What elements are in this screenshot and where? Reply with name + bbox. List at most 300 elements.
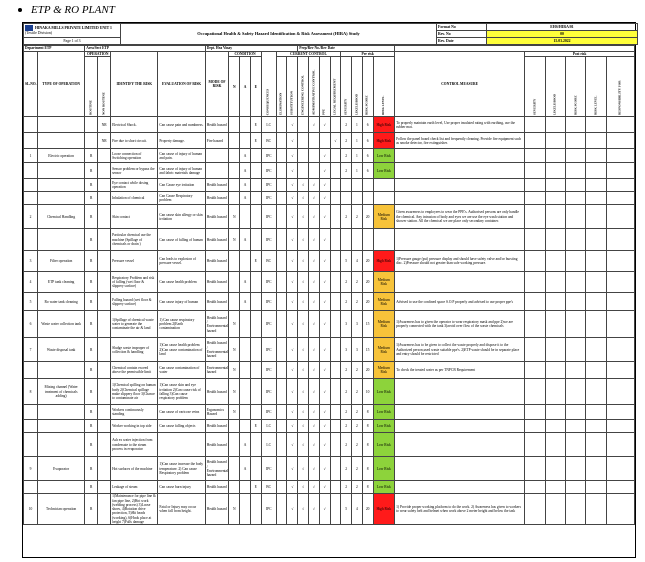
cell-elim xyxy=(276,251,287,272)
post-risk-cell xyxy=(566,494,586,525)
cell-nr xyxy=(98,179,111,192)
cell-cm xyxy=(395,179,525,192)
cell-score: 20 xyxy=(362,272,373,293)
cell-level: Low Risk xyxy=(373,163,395,179)
cell-elim xyxy=(276,433,287,457)
cell-leg xyxy=(330,494,341,525)
cell-a xyxy=(240,133,251,149)
cell-cons: IPC xyxy=(261,229,276,251)
table-row xyxy=(24,379,635,405)
cell-e xyxy=(250,338,261,362)
cell-sl xyxy=(24,405,38,420)
post-risk-cell xyxy=(606,272,634,293)
bullet-icon xyxy=(18,8,22,12)
cell-op xyxy=(37,481,84,494)
cell-r: R xyxy=(85,163,98,179)
post-risk-cell xyxy=(606,433,634,457)
cell-level: Medium Risk xyxy=(373,272,395,293)
cell-sub: √ xyxy=(287,163,298,179)
cell-score: 20 xyxy=(362,494,373,525)
cell-sl: 4 xyxy=(24,272,38,293)
cell-r: R xyxy=(85,179,98,192)
table-row xyxy=(24,481,635,494)
cell-cons: IPC xyxy=(261,405,276,420)
cell-adm: √ xyxy=(309,205,320,229)
cell-ppe: √ xyxy=(319,433,330,457)
cell-hz: 1)Spillage of chemical waste water to generate the contaminate the air & land xyxy=(111,311,158,338)
table-body xyxy=(24,117,635,525)
cell-elim xyxy=(276,205,287,229)
page-number: Page 1 of 3 xyxy=(24,38,121,45)
col-post-severity: SEVERITY xyxy=(525,57,545,117)
col-control-measure: CONTROL MEASURE xyxy=(395,52,525,117)
cell-lik xyxy=(352,179,363,192)
cell-cons: IPC xyxy=(261,149,276,163)
cell-mode: Health hazard xyxy=(205,494,229,525)
post-risk-cell xyxy=(525,149,545,163)
cell-nr xyxy=(98,481,111,494)
post-risk-cell xyxy=(586,338,606,362)
cell-sev: 2 xyxy=(341,362,352,379)
cell-nr: NR xyxy=(98,117,111,133)
cell-op: Electric operation xyxy=(37,149,84,163)
cell-a: A xyxy=(240,433,251,457)
cell-r: R xyxy=(85,293,98,311)
cell-lik: 1 xyxy=(352,149,363,163)
post-risk-cell xyxy=(525,117,545,133)
col-responsibility: RESPONSIBILITY FOR xyxy=(606,57,634,117)
cell-lik xyxy=(352,192,363,205)
cell-sev xyxy=(341,179,352,192)
post-risk-cell xyxy=(545,481,565,494)
cell-n: N xyxy=(229,338,240,362)
cell-mode: Health hazard xyxy=(205,229,229,251)
cell-score: 8 xyxy=(362,420,373,433)
cell-cm xyxy=(395,272,525,293)
cell-sub: √ xyxy=(287,117,298,133)
cell-hz: Falling hazard (wet floor & slippery surface) xyxy=(111,293,158,311)
cell-lik: 1 xyxy=(352,163,363,179)
cell-r: R xyxy=(85,420,98,433)
cell-op xyxy=(37,117,84,133)
cell-adm: √ xyxy=(309,192,320,205)
cell-adm: √ xyxy=(309,405,320,420)
cell-sub: √ xyxy=(287,405,298,420)
col-substitution: SUBSTITUTION xyxy=(287,57,298,117)
cell-a: A xyxy=(240,457,251,481)
col-evaluation: EVALUATION OF RISK xyxy=(158,52,205,117)
col-consequence: CONSEQUENCES xyxy=(261,52,276,117)
cell-e xyxy=(250,272,261,293)
cell-op: ETP tank cleaning xyxy=(37,272,84,293)
cell-leg xyxy=(330,229,341,251)
cell-cm xyxy=(395,457,525,481)
col-risk-score: RISK SCORE xyxy=(362,57,373,117)
cell-sl xyxy=(24,481,38,494)
cell-nr: NR xyxy=(98,133,111,149)
page-title xyxy=(18,4,115,16)
post-risk-cell xyxy=(586,251,606,272)
cell-e: E xyxy=(250,420,261,433)
cell-ev: Property damage. xyxy=(158,133,205,149)
cell-adm: √ xyxy=(309,229,320,251)
format-value: EHS/HIRA/01 xyxy=(487,24,638,31)
cell-nr xyxy=(98,362,111,379)
cell-sev: 2 xyxy=(341,163,352,179)
cell-mode: Health hazard xyxy=(205,117,229,133)
cell-eng: √ xyxy=(298,229,309,251)
cell-nr xyxy=(98,229,111,251)
cell-adm xyxy=(309,163,320,179)
cell-sl xyxy=(24,192,38,205)
table-row xyxy=(24,179,635,192)
rev-value: 00 xyxy=(487,31,638,38)
cell-ev: Can cause health problem xyxy=(158,272,205,293)
table-row xyxy=(24,494,635,525)
cell-hz: 1)Chemical spilling on human body 2)Chemical spillage make slippery floor 3)Chance to contaminate air xyxy=(111,379,158,405)
cell-hz: Hot surfaces of the machine xyxy=(111,457,158,481)
post-risk-cell xyxy=(566,457,586,481)
post-risk-cell xyxy=(586,362,606,379)
cell-sev: 2 xyxy=(341,433,352,457)
cell-mode: Fire hazard xyxy=(205,133,229,149)
post-risk-cell xyxy=(606,481,634,494)
post-risk-cell xyxy=(566,179,586,192)
cell-lik xyxy=(352,229,363,251)
cell-op xyxy=(37,192,84,205)
cell-e: E xyxy=(250,117,261,133)
cell-leg: √ xyxy=(330,133,341,149)
cell-a xyxy=(240,481,251,494)
cell-leg xyxy=(330,420,341,433)
cell-cons: LC xyxy=(261,420,276,433)
post-risk-cell xyxy=(566,433,586,457)
cell-n: N xyxy=(229,229,240,251)
post-risk-cell xyxy=(606,379,634,405)
cell-cm: Given awareness to employees to wear the PPE's. Authorised persons are only handle the chemical. Any intrusion of body and eyes we are use the eye wash station and shower station. All the chemical we are place only secondary container. xyxy=(395,205,525,229)
cell-r: R xyxy=(85,311,98,338)
cell-cons: BC xyxy=(261,133,276,149)
post-risk-cell xyxy=(606,163,634,179)
cell-lik: 4 xyxy=(352,251,363,272)
cell-level: Medium Risk xyxy=(373,311,395,338)
cell-ppe: √ xyxy=(319,192,330,205)
cell-ppe: √ xyxy=(319,205,330,229)
cell-lik: 2 xyxy=(352,205,363,229)
post-risk-cell xyxy=(545,205,565,229)
cell-cm xyxy=(395,379,525,405)
cell-sl: 6 xyxy=(24,311,38,338)
cell-leg xyxy=(330,179,341,192)
cell-adm: √ xyxy=(309,481,320,494)
cell-leg xyxy=(330,362,341,379)
table-row xyxy=(24,272,635,293)
cell-e: E xyxy=(250,133,261,149)
cell-nr xyxy=(98,293,111,311)
cell-n xyxy=(229,149,240,163)
rev-label: Rev. No xyxy=(437,31,487,38)
table-row xyxy=(24,205,635,229)
cell-adm: √ xyxy=(309,420,320,433)
cell-sl: 3 xyxy=(24,251,38,272)
cell-hz: Fire due to short circuit. xyxy=(111,133,158,149)
cell-r: R xyxy=(85,362,98,379)
cell-op: Evaporator xyxy=(37,457,84,481)
cell-cons: LC xyxy=(261,117,276,133)
cell-eng: √ xyxy=(298,420,309,433)
cell-eng: √ xyxy=(298,379,309,405)
cell-op: Waste disposal tank xyxy=(37,338,84,362)
cell-sub: √ xyxy=(287,205,298,229)
cell-lik: 3 xyxy=(352,311,363,338)
cell-score: 20 xyxy=(362,205,373,229)
cell-hz: Chemical contain exceed above the permissible limit xyxy=(111,362,158,379)
cell-hz: Respiratory Problem and risk of falling (wet floor & slippery surface) xyxy=(111,272,158,293)
cell-ev: Can cause of falling of human xyxy=(158,229,205,251)
cell-eng: √ xyxy=(298,338,309,362)
cell-elim xyxy=(276,133,287,149)
cell-nr xyxy=(98,149,111,163)
post-risk-cell xyxy=(606,293,634,311)
cell-op: Filter operation xyxy=(37,251,84,272)
cell-sl: 10 xyxy=(24,494,38,525)
cell-score: 15 xyxy=(362,338,373,362)
post-risk-cell xyxy=(566,117,586,133)
cell-elim xyxy=(276,163,287,179)
cell-ev: Can cause falling objects xyxy=(158,420,205,433)
post-risk-cell xyxy=(606,338,634,362)
cell-a: A xyxy=(240,163,251,179)
cell-r: R xyxy=(85,338,98,362)
cell-sl xyxy=(24,362,38,379)
cell-elim xyxy=(276,311,287,338)
table-row xyxy=(24,251,635,272)
cell-ev: Can cause of injury of human and fabric materials damage xyxy=(158,163,205,179)
cell-ppe: √ xyxy=(319,272,330,293)
cell-lik: 2 xyxy=(352,362,363,379)
cell-score: 6 xyxy=(362,133,373,149)
post-risk-cell xyxy=(566,163,586,179)
post-risk-cell xyxy=(586,420,606,433)
area: Area/Sect ETP xyxy=(85,46,205,52)
cell-sl: 9 xyxy=(24,457,38,481)
cell-sub: √ xyxy=(287,338,298,362)
cell-elim xyxy=(276,362,287,379)
cell-adm: √ xyxy=(309,457,320,481)
cell-ppe: √ xyxy=(319,457,330,481)
cell-n: N xyxy=(229,311,240,338)
cell-cm xyxy=(395,192,525,205)
col-likelihood: LIKELIHOOD xyxy=(352,57,363,117)
cell-a: A xyxy=(240,293,251,311)
post-risk-cell xyxy=(566,405,586,420)
cell-score: 6 xyxy=(362,163,373,179)
post-risk-cell xyxy=(606,457,634,481)
cell-sev: 3 xyxy=(341,338,352,362)
col-admin: ADMINISTRATIVE CONTROL xyxy=(309,57,320,117)
cell-sev xyxy=(341,192,352,205)
cell-hz: Inhalation of chemical xyxy=(111,192,158,205)
table-row xyxy=(24,229,635,251)
col-n: N xyxy=(229,57,240,117)
study-title: Occupational Health & Safety Hazard Identification & Risk Assessment (HIRA) Study xyxy=(121,24,437,45)
cell-elim xyxy=(276,481,287,494)
cell-sev: 2 xyxy=(341,117,352,133)
cell-cons: IPC xyxy=(261,205,276,229)
cell-adm: √ xyxy=(309,362,320,379)
cell-cons: IPC xyxy=(261,379,276,405)
table-row xyxy=(24,117,635,133)
cell-ev: Can cause burn injury xyxy=(158,481,205,494)
cell-adm xyxy=(309,133,320,149)
cell-mode: Ergonomics Hazard xyxy=(205,405,229,420)
cell-r: R xyxy=(85,379,98,405)
cell-op: Chemical Handling xyxy=(37,205,84,229)
cell-e xyxy=(250,205,261,229)
cell-r: R xyxy=(85,433,98,457)
cell-elim xyxy=(276,192,287,205)
post-risk-cell xyxy=(606,251,634,272)
cell-sev: 2 xyxy=(341,457,352,481)
cell-score: 20 xyxy=(362,293,373,311)
cell-cons: IPC xyxy=(261,272,276,293)
post-risk-cell xyxy=(545,192,565,205)
post-risk-cell xyxy=(525,133,545,149)
cell-a xyxy=(240,379,251,405)
col-current-control: CURRENT CONTROL xyxy=(276,52,341,57)
cell-score: 8 xyxy=(362,405,373,420)
cell-ev: Can cause of varicose veins xyxy=(158,405,205,420)
cell-op: Mixing channel (Water treatment of chemicals adding) xyxy=(37,379,84,405)
cell-cm xyxy=(395,420,525,433)
cell-leg xyxy=(330,272,341,293)
cell-sev: 2 xyxy=(341,133,352,149)
cell-level: High Risk xyxy=(373,494,395,525)
cell-e xyxy=(250,192,261,205)
post-risk-cell xyxy=(545,379,565,405)
cell-adm: √ xyxy=(309,293,320,311)
cell-leg xyxy=(330,481,341,494)
post-risk-cell xyxy=(586,179,606,192)
cell-op xyxy=(37,229,84,251)
post-risk-cell xyxy=(586,272,606,293)
post-risk-cell xyxy=(545,272,565,293)
post-risk-cell xyxy=(606,205,634,229)
cell-level: Medium Risk xyxy=(373,293,395,311)
cell-sev: 2 xyxy=(341,272,352,293)
cell-e xyxy=(250,405,261,420)
cell-n: N xyxy=(229,362,240,379)
cell-cons: BC xyxy=(261,251,276,272)
cell-sev: 3 xyxy=(341,311,352,338)
cell-leg xyxy=(330,433,341,457)
cell-a xyxy=(240,117,251,133)
cell-cons: IPC xyxy=(261,311,276,338)
cell-ppe: √ xyxy=(319,311,330,338)
post-risk-cell xyxy=(566,379,586,405)
cell-mode xyxy=(205,163,229,179)
cell-nr xyxy=(98,433,111,457)
cell-eng: √ xyxy=(298,293,309,311)
cell-cm: To check the treated water as per TNPCB Requirement xyxy=(395,362,525,379)
cell-nr xyxy=(98,420,111,433)
cell-n xyxy=(229,293,240,311)
cell-sl: 5 xyxy=(24,293,38,311)
cell-elim xyxy=(276,420,287,433)
company-sub: (Textile Division) xyxy=(25,31,53,36)
cell-sev: 5 xyxy=(341,494,352,525)
cell-sub: √ xyxy=(287,481,298,494)
col-post-level: RISK LEVEL xyxy=(586,57,606,117)
post-risk-cell xyxy=(586,457,606,481)
cell-sl xyxy=(24,163,38,179)
cell-score xyxy=(362,229,373,251)
cell-e xyxy=(250,494,261,525)
cell-ev: Fatal or Injury may occur when fall from height. xyxy=(158,494,205,525)
post-risk-cell xyxy=(525,272,545,293)
post-risk-cell xyxy=(525,163,545,179)
cell-sub: √ xyxy=(287,133,298,149)
cell-sl: 2 xyxy=(24,205,38,229)
post-risk-cell xyxy=(586,133,606,149)
cell-ppe: √ xyxy=(319,229,330,251)
cell-mode xyxy=(205,149,229,163)
cell-leg xyxy=(330,379,341,405)
cell-elim xyxy=(276,149,287,163)
cell-sev: 2 xyxy=(341,293,352,311)
post-risk-cell xyxy=(525,293,545,311)
cell-leg xyxy=(330,457,341,481)
table-row xyxy=(24,457,635,481)
cell-sev: 2 xyxy=(341,405,352,420)
post-risk-cell xyxy=(525,229,545,251)
col-condition: CONDITION xyxy=(229,52,261,57)
cell-lik: 2 xyxy=(352,420,363,433)
post-risk-cell xyxy=(566,362,586,379)
cell-adm: √ xyxy=(309,433,320,457)
table-row xyxy=(24,405,635,420)
cell-sl xyxy=(24,433,38,457)
cell-leg xyxy=(330,293,341,311)
cell-hz: Pressure vessel xyxy=(111,251,158,272)
cell-sl xyxy=(24,420,38,433)
cell-sub: √ xyxy=(287,362,298,379)
post-risk-cell xyxy=(606,405,634,420)
cell-cons: LC xyxy=(261,433,276,457)
cell-mode: Health hazard xyxy=(205,192,229,205)
cell-hz: Ash ex water injection from condensate to the steam process in evaporator xyxy=(111,433,158,457)
cell-a: A xyxy=(240,192,251,205)
cell-score: 6 xyxy=(362,149,373,163)
post-risk-cell xyxy=(545,420,565,433)
cell-cm: 1)Awareness has to be given to collect the waste properly and dispose it to the Authorized person,used waste suitable ppe's. 2)ETP waste should be in separate place and entry should be restricted xyxy=(395,338,525,362)
cell-cons: IPC xyxy=(261,338,276,362)
cell-eng: √ xyxy=(298,481,309,494)
post-risk-cell xyxy=(525,457,545,481)
post-risk-cell xyxy=(606,362,634,379)
cell-cm xyxy=(395,433,525,457)
cell-n xyxy=(229,251,240,272)
cell-cm xyxy=(395,229,525,251)
cell-r: R xyxy=(85,405,98,420)
post-risk-cell xyxy=(545,293,565,311)
cell-ev: Can Cause eye irritation xyxy=(158,179,205,192)
cell-cons: IPC xyxy=(261,293,276,311)
cell-cm xyxy=(395,163,525,179)
cell-score: 20 xyxy=(362,362,373,379)
post-risk-cell xyxy=(606,229,634,251)
cell-sev: 2 xyxy=(341,481,352,494)
